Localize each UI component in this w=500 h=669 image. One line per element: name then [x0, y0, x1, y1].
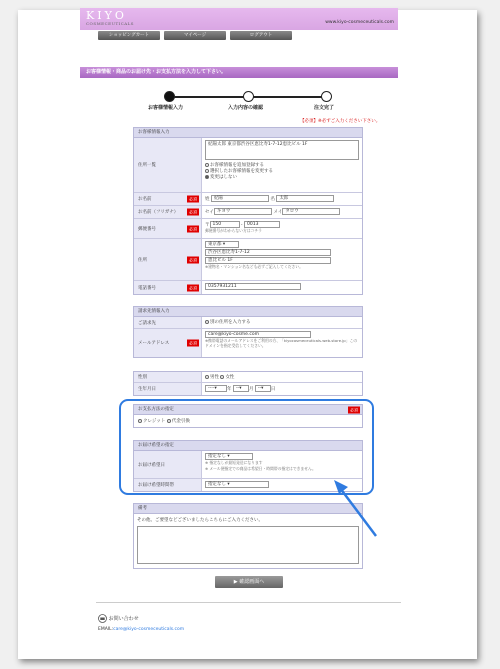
step-1-label: お客様情報入力: [148, 105, 184, 111]
payment-credit-option[interactable]: クレジット: [138, 419, 165, 424]
contact-email-link[interactable]: care@kiyo-cosmeceuticals.com: [113, 627, 185, 632]
kana-row: [134, 206, 362, 219]
customer-info-section: [133, 127, 363, 295]
confirm-button[interactable]: ▶ 確認画面へ: [215, 576, 283, 588]
section-heading: お客様情報入力: [134, 128, 362, 138]
zip-row: [134, 219, 362, 239]
delivery-date-note-2: ※ メール便指定での商品は希望日・時間帯の指定はできません。: [205, 466, 316, 471]
field-label: 生年月日: [134, 383, 202, 395]
contact-email: EMAIL:care@kiyo-cosmeceuticals.com: [98, 627, 185, 632]
email-row: [134, 329, 362, 357]
gender-row: [134, 372, 362, 383]
site-header: [80, 8, 398, 30]
last-name-input[interactable]: 紀陽: [211, 195, 269, 202]
delivery-date-note-1: ※ 指定なしが最短発送になります: [205, 460, 263, 465]
prefecture-select[interactable]: 東京都 ▾: [205, 241, 239, 248]
required-badge: 必須: [350, 407, 358, 412]
required-note: 【必須】※必ずご入力ください下さい。: [300, 119, 381, 124]
step-2-dot: [243, 91, 254, 102]
footer-divider: [96, 602, 401, 603]
zip2-input[interactable]: 0013: [244, 221, 280, 228]
field-label: お名前 必須: [134, 193, 202, 205]
birth-day-select[interactable]: --▾: [255, 385, 271, 392]
gender-female-option[interactable]: 女性: [220, 375, 234, 380]
radio-icon: [205, 169, 209, 173]
field-value: [202, 372, 362, 382]
logo-main: KIYO: [86, 9, 127, 22]
delivery-date-select[interactable]: 指定なし ▾: [205, 453, 253, 460]
step-1-dot: [164, 91, 175, 102]
first-name-kana-input[interactable]: タロウ: [282, 208, 340, 215]
field-label: お届け希望日: [134, 451, 202, 478]
radio-selected-icon: [205, 175, 209, 179]
delivery-time-select[interactable]: 指定なし ▾: [205, 481, 269, 488]
field-value: セイ キヨウ メイ タロウ: [202, 206, 362, 218]
field-value: [202, 329, 362, 357]
radio-icon: [220, 375, 224, 379]
field-value: [202, 281, 362, 294]
radio-icon: [205, 163, 209, 167]
required-badge: 必須: [189, 340, 197, 346]
radio-icon: [205, 320, 209, 324]
nav-mypage-button[interactable]: マイページ: [164, 31, 226, 40]
site-logo[interactable]: [86, 10, 134, 26]
step-2-label: 入力内容の確認: [228, 105, 264, 111]
address-option-keep[interactable]: 変更はしない: [205, 174, 359, 180]
required-badge: 必須: [189, 196, 197, 202]
field-value: [202, 317, 362, 328]
required-badge: 必須: [189, 226, 197, 231]
remarks-section: [133, 503, 363, 569]
nav-cart-button[interactable]: ショッピングカート: [98, 31, 160, 40]
first-name-input[interactable]: 太郎: [276, 195, 334, 202]
profile-section: [133, 371, 363, 396]
section-heading: お支払方法の指定 必須: [134, 405, 362, 415]
address-option-add[interactable]: お客様情報を追加登録する: [205, 162, 359, 168]
payment-cod-option[interactable]: 代金引換: [167, 419, 190, 424]
address-book-row: [134, 138, 362, 193]
required-badge: 必須: [189, 285, 197, 290]
birth-year-select[interactable]: ----▾: [205, 385, 227, 392]
address-book-textarea[interactable]: 紀陽太郎 東京都渋谷区恵比寿1-7-12恵比ビル 1F: [205, 140, 359, 160]
field-value: 〒 150 - 0013 郵便番号がわからない方はコチラ: [202, 219, 362, 238]
field-label: ご請求先: [134, 317, 202, 328]
email-note: ※携帯電話のメールアドレスをご利用の方、「kiyocosmeceuticals.web-store.jp」このドメインを指定受信してください。: [205, 338, 358, 348]
field-label: お名前（フリガナ） 必須: [134, 206, 202, 218]
field-value: 姓 紀陽 名 太郎: [202, 193, 362, 205]
section-heading: 備考: [134, 504, 362, 514]
phone-input[interactable]: 0357931211: [205, 283, 301, 290]
field-label: メールアドレス 必須: [134, 329, 202, 357]
address-row: [134, 239, 362, 281]
birth-month-select[interactable]: --▾: [233, 385, 249, 392]
last-name-kana-input[interactable]: キヨウ: [214, 208, 272, 215]
field-value: [202, 138, 362, 192]
remarks-instruction: その他、ご要望などございましたらこちらにご入力ください。: [137, 518, 263, 523]
name-row: [134, 193, 362, 206]
field-value: ----▾ 年 --▾ 月 --▾ 日: [202, 383, 362, 395]
radio-icon: [205, 375, 209, 379]
zip-lookup-link[interactable]: 郵便番号がわからない方はコチラ: [205, 228, 262, 233]
field-label: 住所一覧: [134, 138, 202, 192]
field-value: [202, 239, 362, 280]
field-label: 性別: [134, 372, 202, 382]
zip1-input[interactable]: 150: [210, 221, 240, 228]
field-label: 電話番号 必須: [134, 281, 202, 294]
field-label: 住所 必須: [134, 239, 202, 280]
phone-row: [134, 281, 362, 294]
gender-male-option[interactable]: 男性: [205, 375, 219, 380]
step-3-dot: [321, 91, 332, 102]
logo-sub: COSMECEUTICALS: [86, 21, 135, 26]
addressee-row: [134, 317, 362, 329]
top-nav: [80, 31, 398, 40]
contact-heading: お問い合わせ: [98, 614, 139, 623]
address-note: ※建物名・マンション名なども必ずご記入してください。: [205, 264, 303, 269]
other-address-option[interactable]: 別の住所を入力する: [205, 320, 251, 325]
field-label: お届け希望時間帯: [134, 479, 202, 491]
address2-input[interactable]: 恵比ビル 1F: [205, 257, 331, 264]
address-option-change[interactable]: 選択したお客様情報を変更する: [205, 168, 359, 174]
section-heading: 請求先情報入力: [134, 307, 362, 317]
callout-arrow-icon: [330, 478, 380, 540]
address1-input[interactable]: 渋谷区恵比寿1-7-12: [205, 249, 331, 256]
page-title-banner: お客様情報・商品のお届け先・お支払方法を入力して下さい。: [80, 67, 398, 78]
section-heading: お届け希望の指定: [134, 441, 362, 451]
email-input[interactable]: care@kiyo-cosme.com: [205, 331, 311, 338]
field-label: 郵便番号 必須: [134, 219, 202, 238]
phone-icon: [98, 614, 107, 623]
required-badge: 必須: [189, 257, 197, 262]
progress-steps: [128, 91, 368, 111]
remarks-textarea[interactable]: [137, 526, 359, 564]
step-3-label: 注文完了: [314, 105, 335, 111]
birthday-row: [134, 383, 362, 395]
required-badge: 必須: [189, 209, 197, 215]
billing-section: [133, 306, 363, 358]
site-url: www.kiyo-cosmeceuticals.com: [325, 20, 394, 25]
nav-logout-button[interactable]: ログアウト: [230, 31, 292, 40]
